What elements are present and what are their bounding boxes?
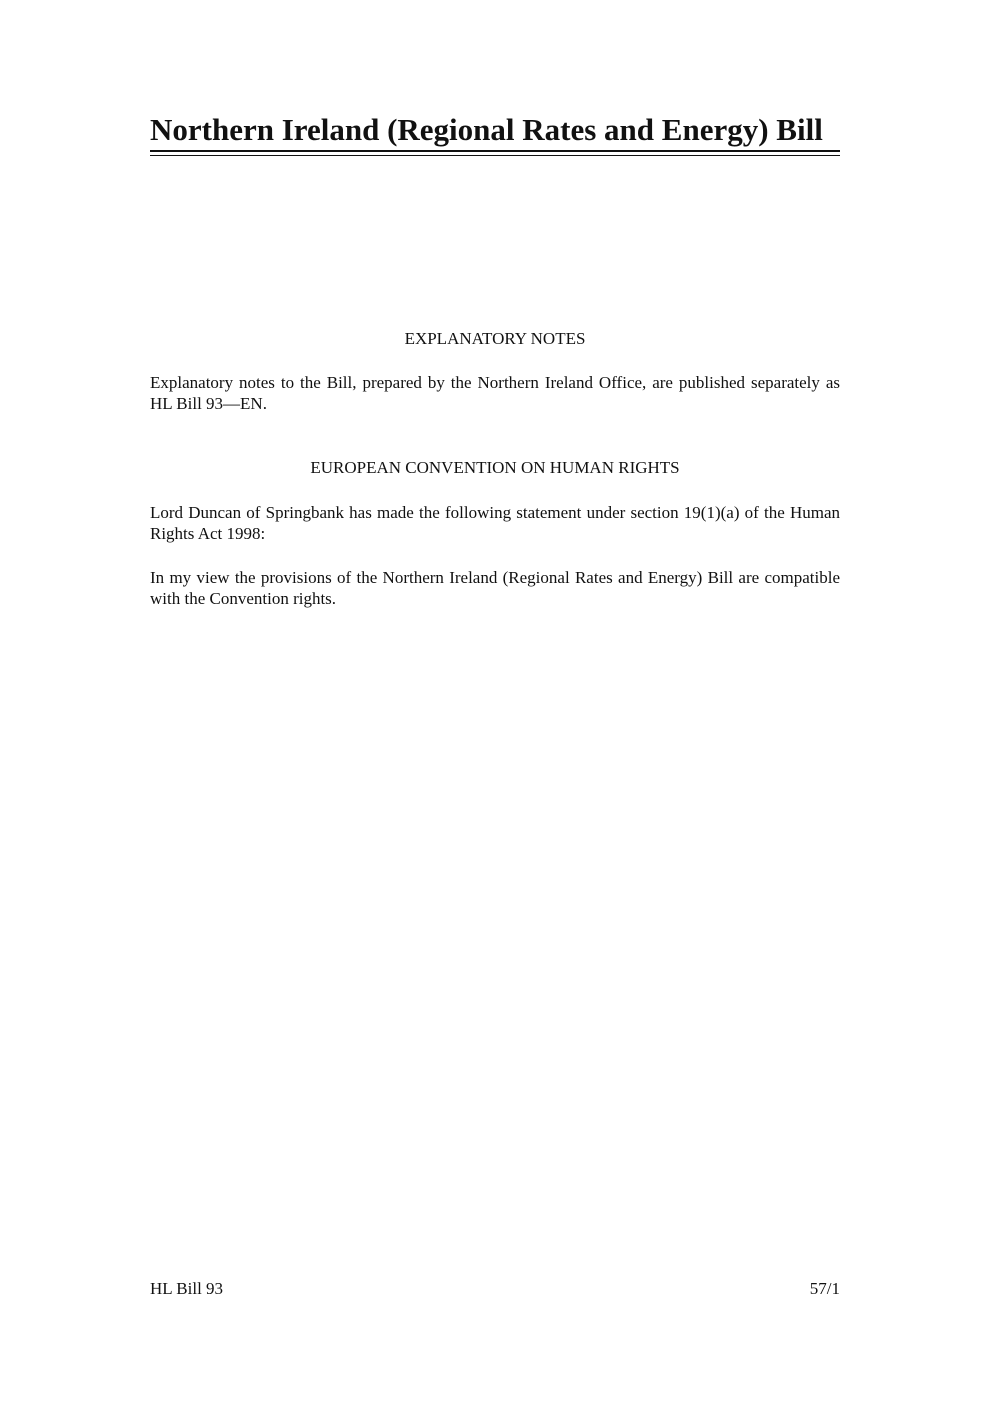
explanatory-notes-heading: EXPLANATORY NOTES (404, 329, 586, 348)
footer-bill-reference: HL Bill 93 (150, 1279, 224, 1298)
bill-title: Northern Ireland (Regional Rates and Energy) Bill (150, 112, 823, 147)
title-double-rule (150, 150, 840, 156)
echr-statement-paragraph: Lord Duncan of Springbank has made the following statement under section 19(1)(a) of the Human Rights Act 1998: (150, 503, 840, 543)
echr-view-paragraph: In my view the provisions of the Northern Ireland (Regional Rates and Energy) Bill are compatible with the Convention rights. (150, 568, 840, 608)
echr-heading: EUROPEAN CONVENTION ON HUMAN RIGHTS (310, 458, 680, 477)
explanatory-notes-paragraph: Explanatory notes to the Bill, prepared by the Northern Ireland Office, are published separately as HL Bill 93—EN. (150, 373, 840, 413)
footer-session-reference: 57/1 (809, 1279, 840, 1298)
